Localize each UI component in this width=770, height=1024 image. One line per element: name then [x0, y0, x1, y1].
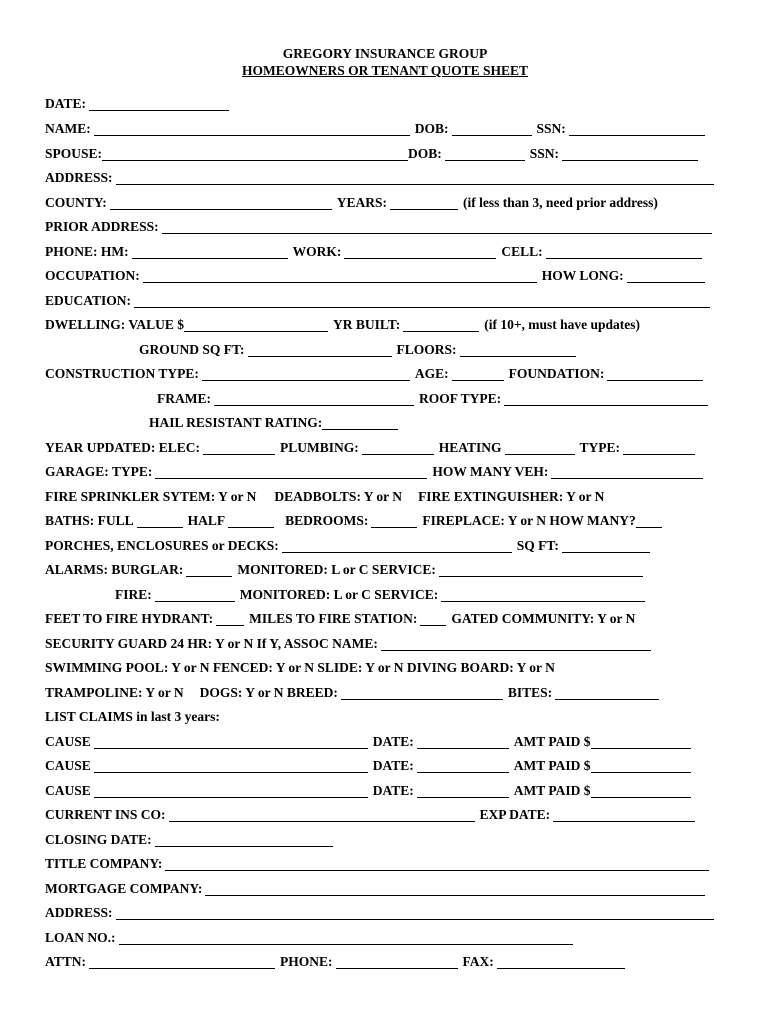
- bedrooms-field[interactable]: [371, 512, 417, 528]
- cell-label: CELL:: [501, 244, 543, 259]
- claim-date-field[interactable]: [417, 733, 509, 749]
- name-field[interactable]: [94, 120, 410, 136]
- phone-hm-label: PHONE: HM:: [45, 244, 129, 259]
- fire-monitored-label: MONITORED: L or C SERVICE:: [239, 587, 439, 602]
- mortgage-address-row: [45, 902, 719, 922]
- roof-type-label: ROOF TYPE:: [419, 391, 502, 406]
- date-field[interactable]: [89, 95, 229, 111]
- occupation-field[interactable]: [143, 267, 537, 283]
- address-field[interactable]: [116, 169, 714, 185]
- hydrant-row: [45, 608, 635, 628]
- spouse-row: [45, 143, 703, 163]
- construction-type-field[interactable]: [202, 365, 410, 381]
- porches-field[interactable]: [282, 537, 512, 553]
- gated-community-label: GATED COMMUNITY: Y or N: [451, 611, 636, 626]
- plumbing-year-field[interactable]: [362, 439, 434, 455]
- prior-address-label: PRIOR ADDRESS:: [45, 219, 159, 234]
- title-company-row: [45, 853, 714, 873]
- dwelling-row: [45, 314, 640, 334]
- deadbolts-label: DEADBOLTS: Y or N: [274, 489, 403, 504]
- title-company-label: TITLE COMPANY:: [45, 856, 163, 871]
- address-label: ADDRESS:: [45, 170, 113, 185]
- fax-label: FAX:: [462, 954, 494, 969]
- years-note: (if less than 3, need prior address): [463, 195, 658, 210]
- closing-date-field[interactable]: [155, 831, 333, 847]
- spouse-dob-label: DOB:: [408, 146, 442, 161]
- amt-paid-field[interactable]: [591, 757, 691, 773]
- form-title: HOMEOWNERS OR TENANT QUOTE SHEET: [241, 63, 529, 78]
- loan-no-field[interactable]: [119, 929, 573, 945]
- phone-row: [45, 241, 707, 261]
- porches-sqft-label: SQ FT:: [516, 538, 559, 553]
- pool-line-label: SWIMMING POOL: Y or N FENCED: Y or N SLIDE: Y or N DIVING BOARD: Y or N: [45, 660, 555, 675]
- education-row: [45, 290, 715, 310]
- attn-label: ATTN:: [45, 954, 87, 969]
- porches-row: [45, 535, 655, 555]
- alarms-fire-row: [115, 584, 650, 604]
- heating-year-field[interactable]: [505, 439, 575, 455]
- exp-date-field[interactable]: [553, 806, 695, 822]
- age-field[interactable]: [452, 365, 504, 381]
- burglar-monitored-label: MONITORED: L or C SERVICE:: [237, 562, 436, 577]
- cause-field[interactable]: [94, 733, 368, 749]
- spouse-field[interactable]: [102, 145, 408, 161]
- claim-date-field[interactable]: [417, 757, 509, 773]
- heating-label: HEATING: [438, 440, 502, 455]
- dwelling-value-label: DWELLING: VALUE $: [45, 317, 185, 332]
- how-long-label: HOW LONG:: [541, 268, 624, 283]
- fireplace-label: FIREPLACE: Y or N HOW MANY?: [422, 513, 636, 528]
- breed-field[interactable]: [341, 684, 503, 700]
- miles-to-station-label: MILES TO FIRE STATION:: [249, 611, 418, 626]
- garage-type-field[interactable]: [155, 463, 427, 479]
- prior-address-row: [45, 216, 717, 236]
- assoc-name-field[interactable]: [381, 635, 651, 651]
- burglar-service-field[interactable]: [439, 561, 643, 577]
- baths-full-field[interactable]: [137, 512, 183, 528]
- how-many-veh-field[interactable]: [551, 463, 703, 479]
- pool-row: [45, 657, 555, 677]
- baths-half-field[interactable]: [228, 512, 274, 528]
- closing-date-label: CLOSING DATE:: [45, 832, 152, 847]
- occupation-label: OCCUPATION:: [45, 268, 140, 283]
- how-long-field[interactable]: [627, 267, 705, 283]
- bites-label: BITES:: [507, 685, 553, 700]
- trampoline-label: TRAMPOLINE: Y or N: [45, 685, 184, 700]
- foundation-field[interactable]: [607, 365, 703, 381]
- amt-paid-label: AMT PAID $: [513, 758, 591, 773]
- name-label: NAME:: [45, 121, 91, 136]
- fireplace-count-field[interactable]: [636, 512, 662, 528]
- education-field[interactable]: [134, 292, 710, 308]
- spouse-label: SPOUSE:: [45, 146, 103, 161]
- claim-row: [45, 731, 696, 751]
- frame-label: FRAME:: [157, 391, 211, 406]
- mortgage-company-row: [45, 878, 710, 898]
- heating-type-field[interactable]: [623, 439, 695, 455]
- closing-date-row: [45, 829, 338, 849]
- ground-sqft-row: [139, 339, 581, 359]
- cause-label: CAUSE: [45, 783, 91, 798]
- security-guard-row: [45, 633, 656, 653]
- baths-row: [45, 510, 667, 530]
- porches-sqft-field[interactable]: [562, 537, 650, 553]
- fire-sprinkler-label: FIRE SPRINKLER SYTEM: Y or N: [45, 489, 257, 504]
- yr-built-field[interactable]: [403, 316, 479, 332]
- yr-built-note: (if 10+, must have updates): [484, 317, 641, 332]
- current-ins-co-field[interactable]: [169, 806, 475, 822]
- yr-built-label: YR BUILT:: [333, 317, 401, 332]
- hail-rating-label: HAIL RESISTANT RATING:: [149, 415, 323, 430]
- spouse-dob-field[interactable]: [445, 145, 525, 161]
- claim-date-label: DATE:: [372, 783, 414, 798]
- ground-sqft-label: GROUND SQ FT:: [139, 342, 245, 357]
- fax-field[interactable]: [497, 953, 625, 969]
- current-ins-co-label: CURRENT INS CO:: [45, 807, 166, 822]
- frame-field[interactable]: [214, 390, 414, 406]
- mortgage-address-field[interactable]: [116, 904, 714, 920]
- amt-paid-field[interactable]: [591, 733, 691, 749]
- hail-row: [149, 412, 403, 432]
- half-label: HALF: [187, 513, 226, 528]
- fire-service-field[interactable]: [441, 586, 645, 602]
- loan-no-label: LOAN NO.:: [45, 930, 116, 945]
- floors-field[interactable]: [460, 341, 576, 357]
- cause-label: CAUSE: [45, 734, 91, 749]
- work-phone-field[interactable]: [344, 243, 496, 259]
- bites-field[interactable]: [555, 684, 659, 700]
- prior-address-field[interactable]: [162, 218, 712, 234]
- education-label: EDUCATION:: [45, 293, 132, 308]
- list-claims-row: [45, 706, 220, 726]
- date-label: DATE:: [45, 96, 87, 111]
- elec-year-field[interactable]: [203, 439, 275, 455]
- cause-label: CAUSE: [45, 758, 91, 773]
- mortgage-address-label: ADDRESS:: [45, 905, 113, 920]
- current-ins-row: [45, 804, 700, 824]
- dogs-breed-label: DOGS: Y or N BREED:: [199, 685, 338, 700]
- years-label: YEARS:: [336, 195, 388, 210]
- company-name: GREGORY INSURANCE GROUP: [282, 46, 488, 61]
- frame-row: [157, 388, 713, 408]
- garage-type-label: GARAGE: TYPE:: [45, 464, 153, 479]
- construction-row: [45, 363, 708, 383]
- plumbing-label: PLUMBING:: [280, 440, 359, 455]
- attn-phone-label: PHONE:: [280, 954, 333, 969]
- work-label: WORK:: [292, 244, 342, 259]
- county-field[interactable]: [110, 194, 332, 210]
- claim-date-label: DATE:: [372, 758, 414, 773]
- feet-to-hydrant-field[interactable]: [216, 610, 244, 626]
- attn-field[interactable]: [89, 953, 275, 969]
- claim-date-label: DATE:: [372, 734, 414, 749]
- feet-to-hydrant-label: FEET TO FIRE HYDRANT:: [45, 611, 214, 626]
- years-field[interactable]: [390, 194, 458, 210]
- fire-alarm-label: FIRE:: [115, 587, 152, 602]
- claim-date-field[interactable]: [417, 782, 509, 798]
- how-many-veh-label: HOW MANY VEH:: [432, 464, 549, 479]
- address-row: [45, 167, 719, 187]
- cause-field[interactable]: [94, 757, 368, 773]
- cell-phone-field[interactable]: [546, 243, 702, 259]
- ssn-label: SSN:: [536, 121, 566, 136]
- miles-to-station-field[interactable]: [420, 610, 446, 626]
- alarms-burglar-row: [45, 559, 648, 579]
- attn-row: [45, 951, 630, 971]
- year-updated-elec-label: YEAR UPDATED: ELEC:: [45, 440, 201, 455]
- dob-field[interactable]: [452, 120, 532, 136]
- amt-paid-field[interactable]: [591, 782, 691, 798]
- mortgage-company-field[interactable]: [205, 880, 705, 896]
- name-row: [45, 118, 710, 138]
- baths-full-label: BATHS: FULL: [45, 513, 134, 528]
- bedrooms-label: BEDROOMS:: [285, 513, 369, 528]
- occupation-row: [45, 265, 710, 285]
- roof-type-field[interactable]: [504, 390, 708, 406]
- date-row: [45, 93, 234, 113]
- foundation-label: FOUNDATION:: [508, 366, 605, 381]
- dwelling-value-field[interactable]: [184, 316, 328, 332]
- fire-safety-row: [45, 486, 604, 506]
- amt-paid-label: AMT PAID $: [513, 734, 591, 749]
- spouse-ssn-label: SSN:: [529, 146, 560, 161]
- cause-field[interactable]: [94, 782, 368, 798]
- claim-row: [45, 755, 696, 775]
- heating-type-label: TYPE:: [579, 440, 621, 455]
- spouse-ssn-field[interactable]: [562, 145, 698, 161]
- mortgage-company-label: MORTGAGE COMPANY:: [45, 881, 203, 896]
- title-company-field[interactable]: [165, 855, 709, 871]
- construction-type-label: CONSTRUCTION TYPE:: [45, 366, 199, 381]
- loan-no-row: [45, 927, 578, 947]
- attn-phone-field[interactable]: [336, 953, 458, 969]
- age-label: AGE:: [414, 366, 449, 381]
- garage-row: [45, 461, 708, 481]
- amt-paid-label: AMT PAID $: [513, 783, 591, 798]
- fire-extinguisher-label: FIRE EXTINGUISHER: Y or N: [418, 489, 605, 504]
- floors-label: FLOORS:: [396, 342, 457, 357]
- porches-label: PORCHES, ENCLOSURES or DECKS:: [45, 538, 279, 553]
- ssn-field[interactable]: [569, 120, 705, 136]
- exp-date-label: EXP DATE:: [479, 807, 551, 822]
- hail-rating-field[interactable]: [322, 414, 398, 430]
- claim-row: [45, 780, 696, 800]
- alarms-burglar-label: ALARMS: BURGLAR:: [45, 562, 184, 577]
- county-row: [45, 192, 658, 212]
- dob-label: DOB:: [414, 121, 449, 136]
- trampoline-row: [45, 682, 664, 702]
- ground-sqft-field[interactable]: [248, 341, 392, 357]
- phone-hm-field[interactable]: [132, 243, 288, 259]
- security-guard-label: SECURITY GUARD 24 HR: Y or N If Y, ASSOC NAME:: [45, 636, 378, 651]
- county-label: COUNTY:: [45, 195, 107, 210]
- burglar-alarm-field[interactable]: [186, 561, 232, 577]
- fire-alarm-field[interactable]: [155, 586, 235, 602]
- year-updated-row: [45, 437, 700, 457]
- list-claims-label: LIST CLAIMS in last 3 years:: [45, 709, 220, 724]
